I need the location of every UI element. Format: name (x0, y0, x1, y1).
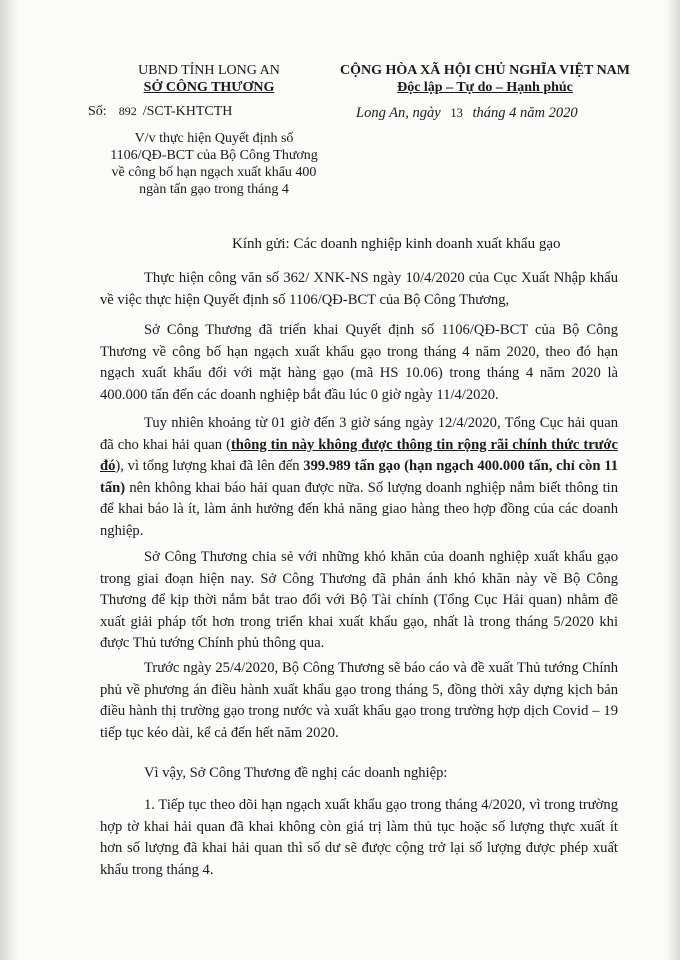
nation-line-2: Độc lập – Tự do – Hạnh phúc (397, 80, 573, 95)
page-shadow-right (666, 0, 680, 960)
recipient-line: Kính gửi: Các doanh nghiệp kinh doanh xuất khẩu gạo (232, 236, 561, 252)
paragraph-3-emphasis-underlined: thông tin này không được thông tin rộng rãi chính thức trước đó (100, 436, 618, 474)
paragraph-3-part-e: nên không khai báo hải quan được nữa. Số lượng doanh nghiệp nắm biết thông tin để khai báo là ít, làm ảnh hưởng đến khả năng giao hàng theo hợp đồng của các doanh nghiệp. (100, 479, 618, 539)
document-date (356, 105, 578, 122)
subject-line: V/v thực hiện Quyết định số (134, 131, 294, 146)
paragraph-5 (100, 658, 618, 744)
national-motto (330, 62, 640, 96)
paragraph-1-text: Thực hiện công văn số 362/ XNK-NS ngày 10/4/2020 của Cục Xuất Nhập khẩu về việc thực hiện Quyết định số 1106/QĐ-BCT của Bộ Công Thương, (100, 270, 618, 308)
document-number (88, 104, 232, 120)
paragraph-2-text: Sở Công Thương đã triển khai Quyết định số 1106/QĐ-BCT của Bộ Công Thương về công bố hạn ngạch xuất khẩu gạo trong tháng 4 năm 2020, theo đó hạn ngạch xuất khẩu đối với mặt hàng gạo (mã HS 10.06) trong tháng 4 năm 2020 là 400.000 tấn đến các doanh nghiệp bắt đầu lúc 0 giờ ngày 11/4/2020. (100, 322, 618, 403)
nation-line-1: CỘNG HÒA XÃ HỘI CHỦ NGHĨA VIỆT NAM (339, 63, 630, 78)
paragraph-7-text: 1. Tiếp tục theo dõi hạn ngạch xuất khẩu gạo trong tháng 4/2020, vì trong trường hợp tờ khai hải quan đã khai không còn giá trị làm thủ tục hoặc số lượng thực xuất ít hơn số lượng đã khai hải quan thì số dư sẽ được cộng trở lại số lượng được phép xuất khẩu trong tháng 4. (100, 797, 618, 878)
paragraph-3-part-c: ), vì tổng lượng khai đã lên đến (115, 458, 304, 474)
paragraph-2 (100, 320, 618, 406)
number-suffix: /SCT-KHTCTH (142, 104, 233, 119)
paragraph-3-part-a: Tuy nhiên khoảng từ 01 giờ đến 3 giờ sáng ngày 12/4/2020, Tổng Cục hải quan đã cho khai hải quan ( (100, 415, 618, 453)
paragraph-7 (100, 795, 618, 881)
agency-line-2: SỞ CÔNG THƯƠNG (143, 80, 275, 95)
page-shadow-left (0, 0, 18, 960)
subject-summary (84, 130, 344, 198)
number-prefix: Số: (88, 104, 107, 119)
subject-line: 1106/QĐ-BCT của Bộ Công Thương (110, 148, 318, 163)
paragraph-1 (100, 268, 618, 311)
paragraph-4 (100, 547, 618, 655)
subject-line: ngàn tấn gạo trong tháng 4 (139, 182, 289, 197)
date-day: 13 (450, 106, 463, 120)
paragraph-4-text: Sở Công Thương chia sẻ với những khó khăn của doanh nghiệp xuất khẩu gạo trong giai đoạn hiện nay. Sở Công Thương đã phản ánh khó khăn này về Bộ Công Thương để kịp thời nắm bắt trao đổi với Bộ Tài chính (Tổng Cục Hải quan) nhằm đề xuất giải pháp tốt hơn trong triển khai xuất khẩu gạo, nhất là trong tháng 5/2020 khi được Thủ tướng Chính phủ thông qua. (100, 549, 618, 651)
paragraph-6 (100, 763, 618, 785)
agency-line-1: UBND TỈNH LONG AN (138, 63, 280, 78)
paragraph-6-text: Vì vậy, Sở Công Thương đề nghị các doanh nghiệp: (144, 765, 448, 781)
paragraph-3 (100, 413, 618, 542)
number-value: 892 (118, 104, 137, 118)
issuing-agency (78, 62, 340, 96)
paragraph-5-text: Trước ngày 25/4/2020, Bộ Công Thương sẽ báo cáo và đề xuất Thủ tướng Chính phủ về phương án điều hành xuất khẩu gạo trong tháng 5, đồng thời xây dựng kịch bản điều hành thị trường gạo trong nước và xuất khẩu gạo trong trường hợp dịch Covid – 19 tiếp tục kéo dài, kể cả đến hết năm 2020. (100, 660, 618, 741)
date-month: tháng 4 (472, 105, 517, 121)
paragraph-3-emphasis-quota: 399.989 tấn gạo (hạn ngạch 400.000 tấn, chỉ còn 11 tấn) (100, 458, 618, 496)
date-year: năm 2020 (520, 105, 578, 121)
date-place: Long An, ngày (356, 105, 441, 121)
subject-line: về công bố hạn ngạch xuất khẩu 400 (111, 165, 317, 180)
